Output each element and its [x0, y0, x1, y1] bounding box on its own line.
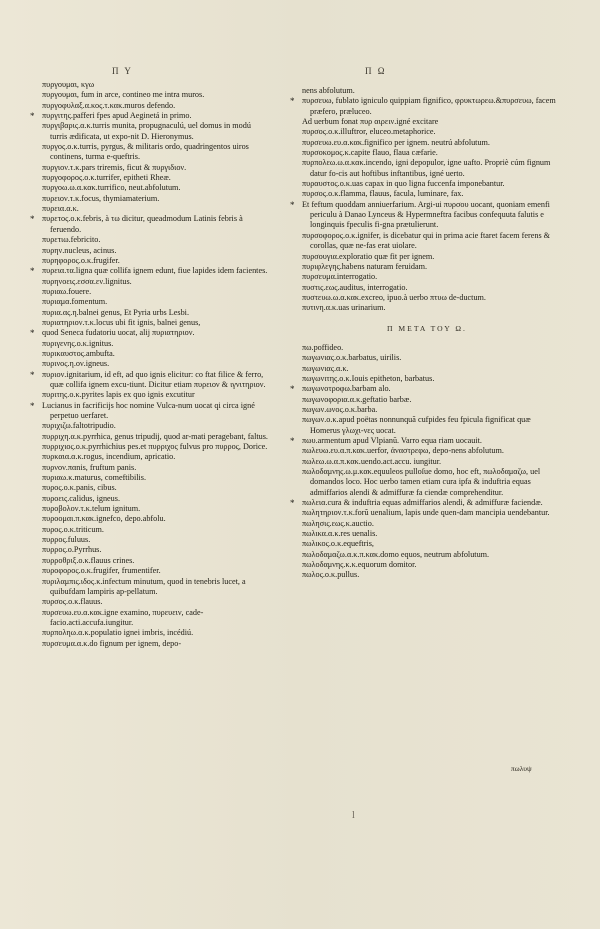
dictionary-entry	[296, 138, 558, 148]
dictionary-entry	[36, 204, 268, 214]
folio-mark: l	[352, 810, 355, 821]
dictionary-entry	[30, 111, 268, 122]
entry-text: πυρροθριξ.ο.κ.flauus crines.	[42, 555, 135, 565]
entry-text: πωλοδαμνης.ω.μ.κακ.equuleos pulloſue domo, hoc eft, πωλοδαμαζω, uel domandos loco. Hoc uerbo tamen etiam cura ipfa & induftria equas admiffarios alendi & admiffuræ fa ciendæ comprehenditur.	[302, 467, 541, 497]
entry-text: πυρσος.ο.κ.illuftror, eluceo.metaphorice.	[302, 127, 436, 137]
entry-text: πυριαμα.fomentum.	[42, 297, 108, 307]
dictionary-entry	[36, 277, 268, 287]
dictionary-entry	[36, 101, 268, 111]
dictionary-entry	[36, 535, 268, 545]
entry-text: πωλεια.cura & induftria equas admiffarios alendi, & admiffuræ faciendæ.	[302, 498, 543, 508]
catchword: πωλυψ	[511, 764, 532, 773]
entry-text: πωγωνιτης.ο.κ.Iouis epitheton, barbatus.	[302, 373, 435, 383]
entry-text: πυροφορος.ο.κ.frugifer, frumentifer.	[42, 566, 161, 576]
entry-text: πωλος.ο.κ.pullus.	[302, 570, 360, 580]
entry-text: πυρσευμα.interrogatio.	[302, 272, 378, 282]
entry-text: πυστις.εως.auditus, interrogatio.	[302, 282, 408, 292]
dictionary-entry	[296, 86, 558, 96]
dictionary-entry	[296, 262, 558, 272]
entry-text: πυργιον.τ.κ.pars triremis, ficut & πυργιδιον.	[42, 162, 187, 172]
entry-text: πυργιτης.pafferi fpes apud Aeginetá in primo.	[42, 111, 192, 121]
entry-text: Et feftum quoddam anniuerfarium. Argi-ui πυρσου uocant, quoniam emenfi periculu à Danao Lynceus & Hypermneftra facibus confequuta falutis e longinquis fpeculis fi-gna prætulierunt.	[302, 199, 550, 230]
entry-text: πυριτης.ο.κ.pyrites lapis ex quo ignis excutitur	[42, 390, 195, 400]
entry-text: πυρος.ο.κ.triticum.	[42, 524, 104, 534]
entry-text: πωγωνοφορια.α.κ.geftatio barbæ.	[302, 394, 412, 404]
entry-text: πυργος.ο.κ.turris, pyrgus, & militaris ordo, quadringentos uiros continens, turma e-queftris.	[42, 142, 249, 162]
entry-text: πωλευω.ευ.α.π.κακ.uerfor, ἀναστρεφω, depo-nens abfolutum.	[302, 446, 504, 456]
asterisk-icon: *	[290, 199, 295, 210]
dictionary-entry	[296, 293, 558, 303]
asterisk-icon: *	[290, 498, 295, 509]
entry-text: πωλησις.εως.κ.auctio.	[302, 518, 374, 528]
dictionary-entry	[36, 297, 268, 307]
dictionary-entry	[36, 504, 268, 514]
right-column-entries-bottom	[290, 342, 558, 581]
dictionary-entry	[36, 80, 268, 90]
entry-text: πυριατηριον.τ.κ.locus ubi fit ignis, balnei genus,	[42, 317, 201, 327]
dictionary-entry	[30, 400, 268, 422]
entry-text: πω.poffideo.	[302, 342, 344, 352]
entry-text: πυργοω.ω.α.κακ.turrifico, neut.abfolutum.	[42, 183, 181, 193]
entry-text: πυργουμαι, κγω	[42, 80, 95, 89]
dictionary-entry	[36, 121, 268, 142]
asterisk-icon: *	[30, 328, 35, 339]
dictionary-entry	[36, 163, 268, 173]
dictionary-entry	[30, 266, 268, 277]
entry-text: πωλητηριον.τ.κ.forũ uenalium, lapis unde quen-dam mancipia uendebantur.	[302, 508, 550, 518]
dictionary-entry	[36, 235, 268, 245]
dictionary-entry	[290, 498, 558, 509]
entry-text: πυρσοκομος.κ.capite flauo, flaua cæfarie.	[302, 148, 438, 158]
entry-text: πυρινος.η.ον.igneus.	[42, 359, 110, 369]
dictionary-entry	[290, 199, 558, 231]
dictionary-entry	[36, 390, 268, 400]
dictionary-entry	[296, 343, 558, 353]
entry-text: πυργιβαρις.α.κ.turris munita, propugnaculú, uel domus in modú turris ædificata, ut expo-nit D. Hieronymus.	[42, 121, 251, 141]
dictionary-entry	[296, 395, 558, 405]
entry-text: πωγων.ωνος.ο.κ.barba.	[302, 404, 378, 414]
entry-text: πυριαω.fouere.	[42, 286, 92, 296]
dictionary-entry	[36, 432, 268, 442]
dictionary-entry	[296, 303, 558, 313]
entry-text: πυροομαι.π.κακ.ignefco, depo.abfolu.	[42, 514, 166, 524]
entry-text: nens abfolutum.	[302, 86, 355, 95]
dictionary-entry	[290, 384, 558, 395]
entry-text: πυριλαμπις.ιδος.κ.infectum minutum, quod in tenebris lucet, a quibufdam lampiris ap-pellatum.	[42, 576, 246, 596]
dictionary-entry	[36, 318, 268, 328]
dictionary-entry	[296, 179, 558, 189]
dictionary-entry	[296, 519, 558, 529]
entry-text: πυρσευω, fublato igniculo quippiam fignifico, φρυκτωρεω.&πυρσευω, facem præfero, præluceo.	[302, 96, 556, 116]
dictionary-entry	[36, 639, 268, 649]
asterisk-icon: *	[30, 214, 35, 225]
dictionary-entry	[36, 308, 268, 318]
dictionary-entry	[296, 272, 558, 282]
dictionary-entry	[290, 96, 558, 117]
entry-text: πωλοδαμνης.κ.κ.equorum domitor.	[302, 560, 417, 570]
entry-text: πυργουμαι, fum in arce, contineo me intra muros.	[42, 90, 205, 100]
dictionary-entry	[296, 158, 558, 179]
asterisk-icon: *	[30, 369, 35, 380]
dictionary-entry	[36, 349, 268, 359]
dictionary-entry	[36, 90, 268, 100]
dictionary-entry	[36, 545, 268, 555]
entry-text: πωγων.ο.κ.apud poëtas nonnunquã cufpides feu fpicula fignificat quæ Homerus γλωχι-νες uocat.	[302, 415, 531, 435]
entry-text: πυρηνοεις.εσσα.εν.lignitus.	[42, 276, 132, 286]
right-column-entries-top	[290, 86, 558, 314]
entry-text: πυριον.ignitarium, id eft, ad quo ignis elicitur: co ftat filice & ferro, quæ collifa ignem excu-tiunt. Dicitur etiam πυρειον & ιγνιτηριον.	[42, 369, 266, 389]
dictionary-entry	[36, 494, 268, 504]
entry-text: πυρκαια.α.κ.rogus, incendium, apricatio.	[42, 452, 176, 462]
entry-text: πυρρος.ο.Pyrrhus.	[42, 545, 102, 555]
entry-text: quod Seneca fudatoriu uocat, alij πυριατηριον.	[42, 328, 195, 338]
dictionary-entry	[36, 359, 268, 369]
entry-text: πωλεω.ω.α.π.κακ.uendo.act.accu. iungitur.	[302, 456, 442, 466]
entry-text: πυρνον.παnis, fruftum panis.	[42, 462, 137, 472]
dictionary-entry	[36, 597, 268, 607]
dictionary-entry	[36, 577, 268, 598]
dictionary-entry	[296, 364, 558, 374]
dictionary-entry	[296, 189, 558, 199]
entry-text: πυστευω.ω.α.κακ.excreo, ipuo.à uerbo πτυω de-ductum.	[302, 292, 486, 302]
entry-text: πυρετιω.febricito.	[42, 235, 101, 245]
right-column	[290, 86, 558, 581]
dictionary-entry	[36, 339, 268, 349]
entry-text: πυριφλεγης.habens naturam feruidam.	[302, 261, 428, 271]
entry-text: πωλικος.ο.κ.equeftris,	[302, 539, 374, 549]
entry-text: πυρσευω.ευ.α.κακ.fignifico per ignem. neutrú abfolutum.	[302, 137, 490, 147]
dictionary-entry	[36, 256, 268, 266]
entry-text: Ad uerbum fonat πυρ αιρειν.igné excitare	[302, 117, 439, 127]
entry-text: πυτινη.α.κ.uas urinarium.	[302, 303, 386, 313]
dictionary-entry	[296, 560, 558, 570]
dictionary-entry	[296, 550, 558, 560]
dictionary-entry	[36, 173, 268, 183]
entry-text: πυργοφυλαξ.α.κος.τ.κακ.muros defendo.	[42, 100, 176, 110]
entry-text: πωγωνιας.α.κ.	[302, 363, 349, 373]
entry-text: πυρην.nucleus, acinus.	[42, 245, 117, 255]
dictionary-entry	[296, 148, 558, 158]
entry-text: πυρικαυστος.ambufta.	[42, 348, 115, 358]
dictionary-entry	[36, 566, 268, 576]
entry-text: Lucianus in facrificijs hoc nomine Vulca-num uocat qi circa igné perpetuo uerfaret.	[42, 400, 255, 420]
entry-text: πυρος.ο.κ.panis, cibus.	[42, 483, 117, 493]
dictionary-entry	[36, 452, 268, 462]
asterisk-icon: *	[30, 400, 35, 411]
dictionary-entry	[36, 142, 268, 163]
dictionary-entry	[36, 183, 268, 193]
running-head-right: Π Ω	[365, 66, 387, 76]
asterisk-icon: *	[30, 111, 35, 122]
dictionary-entry	[36, 473, 268, 483]
dictionary-entry	[296, 117, 558, 127]
entry-text: πυρεια.α.κ.	[42, 204, 79, 214]
dictionary-entry	[30, 214, 268, 235]
dictionary-entry	[36, 287, 268, 297]
dictionary-entry	[30, 369, 268, 391]
entry-text: πυρετος.ο.κ.febris, à τω dicitur, queadmodum Latinis febris à feruendo.	[42, 214, 243, 234]
dictionary-entry	[296, 529, 558, 539]
dictionary-entry	[296, 415, 558, 436]
dictionary-entry	[296, 446, 558, 456]
dictionary-entry	[296, 570, 558, 580]
dictionary-entry	[296, 252, 558, 262]
dictionary-entry	[36, 246, 268, 256]
dictionary-entry	[30, 328, 268, 339]
running-head-left: Π Υ	[112, 66, 133, 76]
dictionary-entry	[296, 457, 558, 467]
entry-text: πωλικα.α.κ.res uenalis.	[302, 529, 378, 539]
asterisk-icon: *	[290, 96, 295, 107]
entry-text: πυρια.ας.η.balnei genus, Et Pyria urbs Lesbi.	[42, 307, 190, 317]
dictionary-entry	[296, 539, 558, 549]
entry-text: πυριαω.κ.maturus, comeftibilis.	[42, 473, 147, 483]
entry-text: πυρπολεω.ω.α.κακ.incendo, igni depopulor, igne uafto. Propriè cúm fignum datur fo-cis aut hoftibus inftantibus, igné uerto.	[302, 158, 551, 178]
entry-text: πυριχιζω.faltotripudio.	[42, 421, 116, 431]
asterisk-icon: *	[30, 266, 35, 277]
entry-text: πυρσος.ο.κ.flamma, flauus, facula, luminare, fax.	[302, 189, 464, 199]
dictionary-entry	[296, 467, 558, 498]
asterisk-icon: *	[290, 436, 295, 446]
section-heading: Π ΜΕΤΑ ΤΟΥ Ω.	[387, 323, 467, 333]
asterisk-icon: *	[290, 384, 295, 395]
dictionary-entry	[36, 421, 268, 431]
dictionary-entry	[296, 374, 558, 384]
entry-text: πυρσος.ο.κ.flauus.	[42, 597, 103, 607]
entry-text: πυριγενης.ο.κ.ignitus.	[42, 338, 114, 348]
dictionary-entry	[296, 283, 558, 293]
dictionary-entry	[296, 405, 558, 415]
dictionary-entry	[36, 442, 268, 452]
entry-text: πωγωνοτροφω.barbam alo.	[302, 384, 391, 394]
entry-text: πυρποληω.α.κ.populatio ignei imbris, incédiú.	[42, 628, 194, 638]
entry-text: πωγωνιας.ο.κ.barbatus, uirilis.	[302, 353, 402, 363]
left-column	[30, 80, 268, 649]
entry-text: πυρηφορος.ο.κ.frugifer.	[42, 255, 120, 265]
dictionary-entry	[36, 194, 268, 204]
entry-text: πυρριχιος.ο.κ.pyrrhichius pes.et πυρριχος fulvus pro πυρρος, Dorice.	[42, 442, 268, 452]
dictionary-entry	[36, 556, 268, 566]
dictionary-entry	[296, 508, 558, 518]
entry-text: πυραυστος.ο.κ.uas capax in quo ligna fuccenfa imponebantur.	[302, 179, 505, 189]
entry-text: πυργοφορος.ο.κ.turrifer, epitheti Rheæ.	[42, 173, 171, 183]
entry-text: πωυ.armentum apud Vlpianũ. Varro equa riam uocauit.	[302, 436, 482, 445]
dictionary-entry	[296, 127, 558, 137]
dictionary-entry	[296, 231, 558, 252]
dictionary-entry	[36, 608, 268, 629]
dictionary-entry	[36, 463, 268, 473]
entry-text: πωλοδαμαζω.α.κ.π.κακ.domo equos, neutrum abfolutum.	[302, 549, 490, 559]
entry-text: πυρεια.τα.ligna quæ collifa ignem edunt, fiue lapides idem facientes.	[42, 266, 268, 276]
entry-text: πυροβολον.τ.κ.telum ignitum.	[42, 504, 141, 514]
dictionary-entry	[296, 353, 558, 363]
entry-text: πυροεις.calidus, igneus.	[42, 493, 121, 503]
entry-text: πυρσευω.ευ.α.κακ.igne examino, πυρευειν, cade-facio.acti.accufa.iungitur.	[42, 607, 204, 627]
entry-text: πυρσοφορος.ο.κ.ignifer, is dicebatur qui in prima acie ftaret facem ferens & corollas, quæ ne-fas erat uiolare.	[302, 230, 551, 251]
dictionary-entry	[290, 436, 558, 446]
entry-text: πυρσευμα.α.κ.do fignum per ignem, depo-	[42, 638, 182, 648]
dictionary-entry	[36, 628, 268, 638]
entry-text: πυρσουγια.exploratio quæ fit per ignem.	[302, 251, 435, 261]
dictionary-entry	[36, 514, 268, 524]
entry-text: πυρριχη.α.κ.pyrrhica, genus tripudij, quod ar-mati peragebant, faltus.	[42, 431, 268, 441]
dictionary-entry	[36, 525, 268, 535]
dictionary-entry	[36, 483, 268, 493]
entry-text: πυρρος.fuluus.	[42, 535, 91, 545]
entry-text: πυρειον.τ.κ.focus, thymiamaterium.	[42, 193, 160, 203]
